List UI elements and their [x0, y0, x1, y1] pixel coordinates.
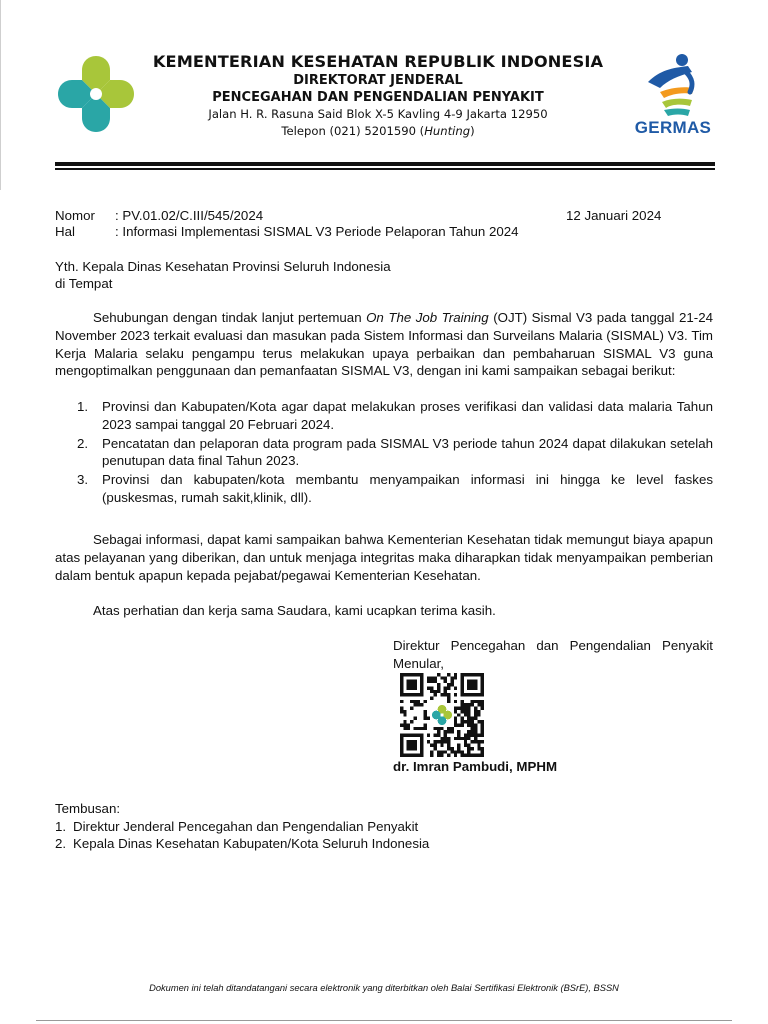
- point-number: 3.: [77, 472, 89, 488]
- para1-italic: On The Job Training: [366, 310, 489, 325]
- body-paragraph-2: [55, 531, 713, 584]
- germas-figure-icon: [642, 52, 702, 118]
- cc-number: 2.: [55, 836, 67, 851]
- para1-text-a: Sehubungan dengan tindak lanjut pertemuan: [93, 310, 367, 325]
- subject-row: [55, 223, 519, 241]
- list-item: [55, 835, 715, 853]
- number-value: : PV.01.02/C.III/545/2024: [115, 208, 264, 223]
- germas-logo: [628, 52, 718, 144]
- points-list: [55, 398, 713, 508]
- cc-number: 1.: [55, 818, 67, 834]
- list-item: [55, 398, 713, 434]
- letter-date: 12 Januari 2024: [566, 208, 662, 223]
- point-number: 2.: [77, 435, 89, 451]
- list-item: [55, 471, 713, 507]
- number-row: [55, 207, 263, 225]
- point-text: Pencatatan dan pelaporan data program pada SISMAL V3 periode tahun 2024 dapat dilakukan setelah penutupan data final Tahun 2023.: [102, 435, 713, 469]
- cc-text: Direktur Jenderal Pencegahan dan Pengendalian Penyakit: [73, 818, 419, 834]
- para2-text: Sebagai informasi, dapat kami sampaikan bahwa Kementerian Kesehatan tidak memungut biaya apapun atas pelayanan yang diberikan, dan untuk menjaga integritas maka diharapkan tidak menyampaikan pemberian dalam bentuk apapun kepada pejabat/pegawai Kementerian Kesehatan.: [55, 532, 713, 583]
- phone-note: Hunting: [424, 124, 471, 138]
- signer-title: Direktur Pencegahan dan Pengendalian Penyakit Menular,: [393, 638, 713, 671]
- body-paragraph-1: [55, 309, 713, 380]
- signature-block: [393, 637, 713, 774]
- point-text: Provinsi dan kabupaten/kota membantu menyampaikan informasi ini hingga ke level faskes (puskesmas, rumah sakit,klinik, dll).: [102, 472, 713, 505]
- letterhead-rule-thick: [55, 162, 715, 166]
- phone-number: Telepon (021) 5201590 (: [281, 124, 425, 138]
- list-item: [55, 435, 713, 471]
- address: Jalan H. R. Rasuna Said Blok X-5 Kavling 4-9 Jakarta 12950: [208, 107, 548, 121]
- number-label: Nomor: [55, 208, 95, 223]
- subject-value: : Informasi Implementasi SISMAL V3 Periode Pelaporan Tahun 2024: [115, 224, 519, 239]
- kemenkes-logo-icon: [52, 50, 140, 138]
- ministry-name: KEMENTERIAN KESEHATAN REPUBLIK INDONESIA: [152, 52, 604, 71]
- germas-label: GERMAS: [634, 118, 712, 137]
- letterhead: [140, 52, 616, 140]
- footer-line: [36, 1020, 732, 1021]
- list-item: [55, 818, 715, 836]
- page-edge-line: [0, 0, 1, 190]
- letterhead-rule-thin: [55, 168, 715, 170]
- recipient-line-1: Yth. Kepala Dinas Kesehatan Provinsi Seluruh Indonesia: [55, 259, 391, 274]
- point-text: Provinsi dan Kabupaten/Kota agar dapat melakukan proses verifikasi dan validasi data malaria Tahun 2023 sampai tanggal 20 Februari 2024.: [102, 399, 713, 432]
- para1-text-b: (OJT) Sismal V3 pada tanggal 21-24 November 2023 terkait evaluasi dan masukan pada Sistem Informasi dan Surveilans Malaria (SISMAL) V3. Tim Kerja Malaria selaku pengampu terus melakukan upaya perbaikan dan pembaharuan SISMAL V3 guna mengoptimalkan penggunaan dan pemanfaatan SISMAL V3, dengan ini kami sampaikan sebagai berikut:: [55, 310, 714, 379]
- e-signature-footer: Dokumen ini telah ditandatangani secara elektronik yang diterbitkan oleh Balai Sertifikasi Elektronik (BSrE), BSSN: [149, 983, 619, 993]
- carbon-copy: [55, 800, 715, 853]
- cc-label: Tembusan:: [55, 801, 121, 816]
- directorate-name: DIREKTORAT JENDERAL: [293, 73, 463, 88]
- recipient-line-2: di Tempat: [55, 276, 113, 291]
- signer-name: dr. Imran Pambudi, MPHM: [393, 759, 558, 774]
- signature-qr-code-icon: [399, 673, 485, 757]
- para3-text: Atas perhatian dan kerja sama Saudara, kami ucapkan terima kasih.: [93, 603, 496, 618]
- phone-suffix: ): [470, 124, 475, 138]
- subject-label: Hal: [55, 224, 75, 239]
- point-number: 1.: [77, 399, 89, 414]
- division-name: PENCEGAHAN DAN PENGENDALIAN PENYAKIT: [212, 90, 544, 105]
- body-paragraph-3: [55, 602, 713, 620]
- cc-text: Kepala Dinas Kesehatan Kabupaten/Kota Seluruh Indonesia: [73, 836, 430, 851]
- phone: [140, 123, 616, 140]
